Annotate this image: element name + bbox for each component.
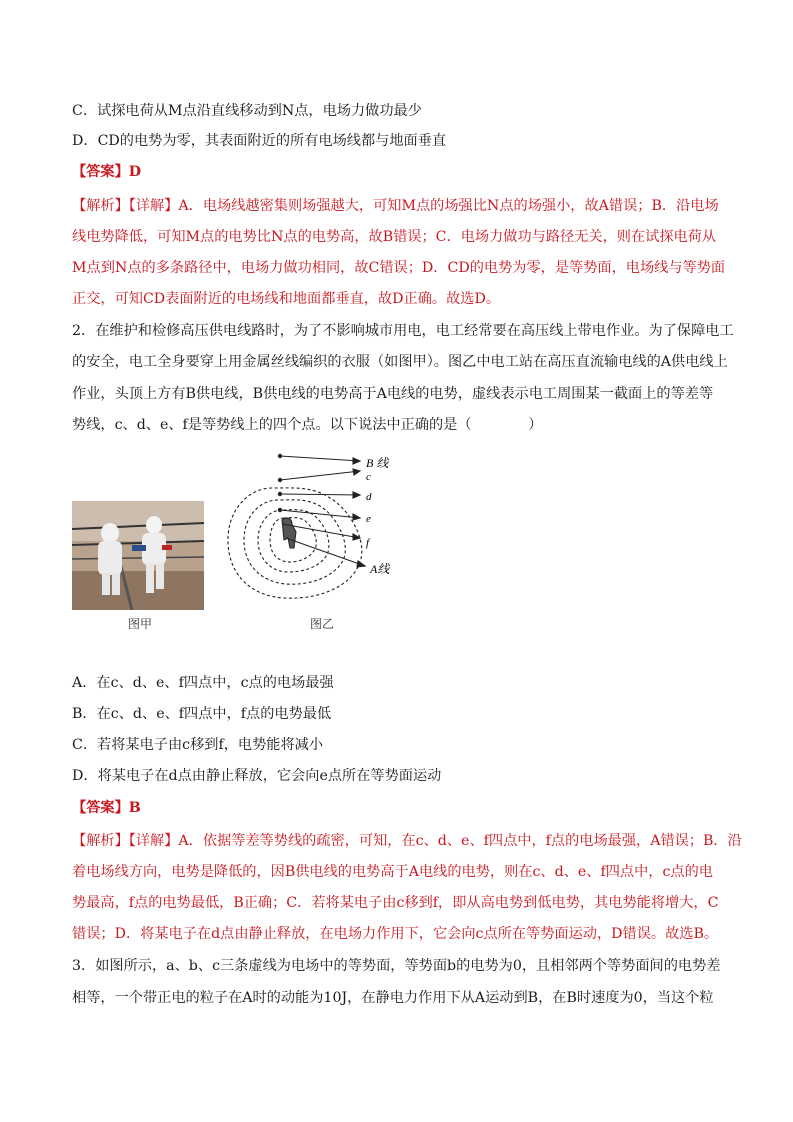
explanation-line: 【解析】【详解】A．依据等差等势线的疏密，可知，在c、d、e、f四点中，f点的电场最强，A错误；B．沿 [72,833,742,849]
option-d: D．CD的电势为零，其表面附近的所有电场线都与地面垂直 [72,133,447,149]
figure-photo-workers [72,501,204,610]
explanation-line: 势最高，f点的电势最低，B正确；C．若将某电子由c移到f，即从高电势到低电势，其电势能将增大，C [72,895,719,911]
figure-equipotential-diagram [220,448,420,608]
label-c: c [366,471,371,483]
question-3-line: 3．如图所示，a、b、c三条虚线为电场中的等势面，等势面b的电势为0，且相邻两个等势面间的电势差 [72,958,721,974]
answer-label: 【答案】D [72,164,142,180]
label-a-wire: A线 [370,562,390,576]
option-c: C．若将某电子由c移到f，电势能将减小 [72,737,324,753]
option-d: D．将某电子在d点由静止释放，它会向e点所在等势面运动 [72,768,442,784]
label-f: f [366,537,370,549]
explanation-line: 线电势降低，可知M点的电势比N点的电势高，故B错误；C．电场力做功与路径无关，则在试探电荷从 [72,229,717,245]
caption-figure-a: 图甲 [128,617,153,631]
question-2-line: 势线，c、d、e、f是等势线上的四个点。以下说法中正确的是（ ） [72,417,543,433]
question-2-line: 2．在维护和检修高压供电线路时，为了不影响城市用电，电工经常要在高压线上带电作业。为了保障电工 [72,323,734,339]
option-a: A．在c、d、e、f四点中，c点的电场最强 [72,675,334,691]
answer-label: 【答案】B [72,800,141,816]
question-3-line: 相等，一个带正电的粒子在A时的动能为10J，在静电力作用下从A运动到B，在B时速度为0，当这个粒 [72,990,714,1006]
explanation-line: M点到N点的多条路径中，电场力做功相同，故C错误；D．CD的电势为零，是等势面，电场线与等势面 [72,260,726,276]
explanation-line: 错误；D．将某电子在d点由静止释放，在电场力作用下，它会向c点所在等势面运动，D错误。故选B。 [72,926,719,942]
option-b: B．在c、d、e、f四点中，f点的电势最低 [72,706,332,722]
question-2-line: 的安全，电工全身要穿上用金属丝线编织的衣服（如图甲）。图乙中电工站在高压直流输电线的A供电线上 [72,354,728,370]
label-d: d [366,491,372,503]
label-b-wire: B 线 [366,456,389,470]
explanation-line: 【解析】【详解】A．电场线越密集则场强越大，可知M点的场强比N点的场强小，故A错误；B．沿电场 [72,198,719,214]
caption-figure-b: 图乙 [310,617,335,631]
option-c: C．试探电荷从M点沿直线移动到N点，电场力做功最少 [72,103,422,119]
label-e: e [366,513,371,525]
explanation-line: 着电场线方向，电势是降低的，因B供电线的电势高于A电线的电势，则在c、d、e、f四点中，c点的电 [72,864,713,880]
explanation-line: 正交，可知CD表面附近的电场线和地面都垂直，故D正确。故选D。 [72,291,501,307]
question-2-line: 作业，头顶上方有B供电线，B供电线的电势高于A电线的电势，虚线表示电工周围某一截面上的等差等 [72,386,714,402]
